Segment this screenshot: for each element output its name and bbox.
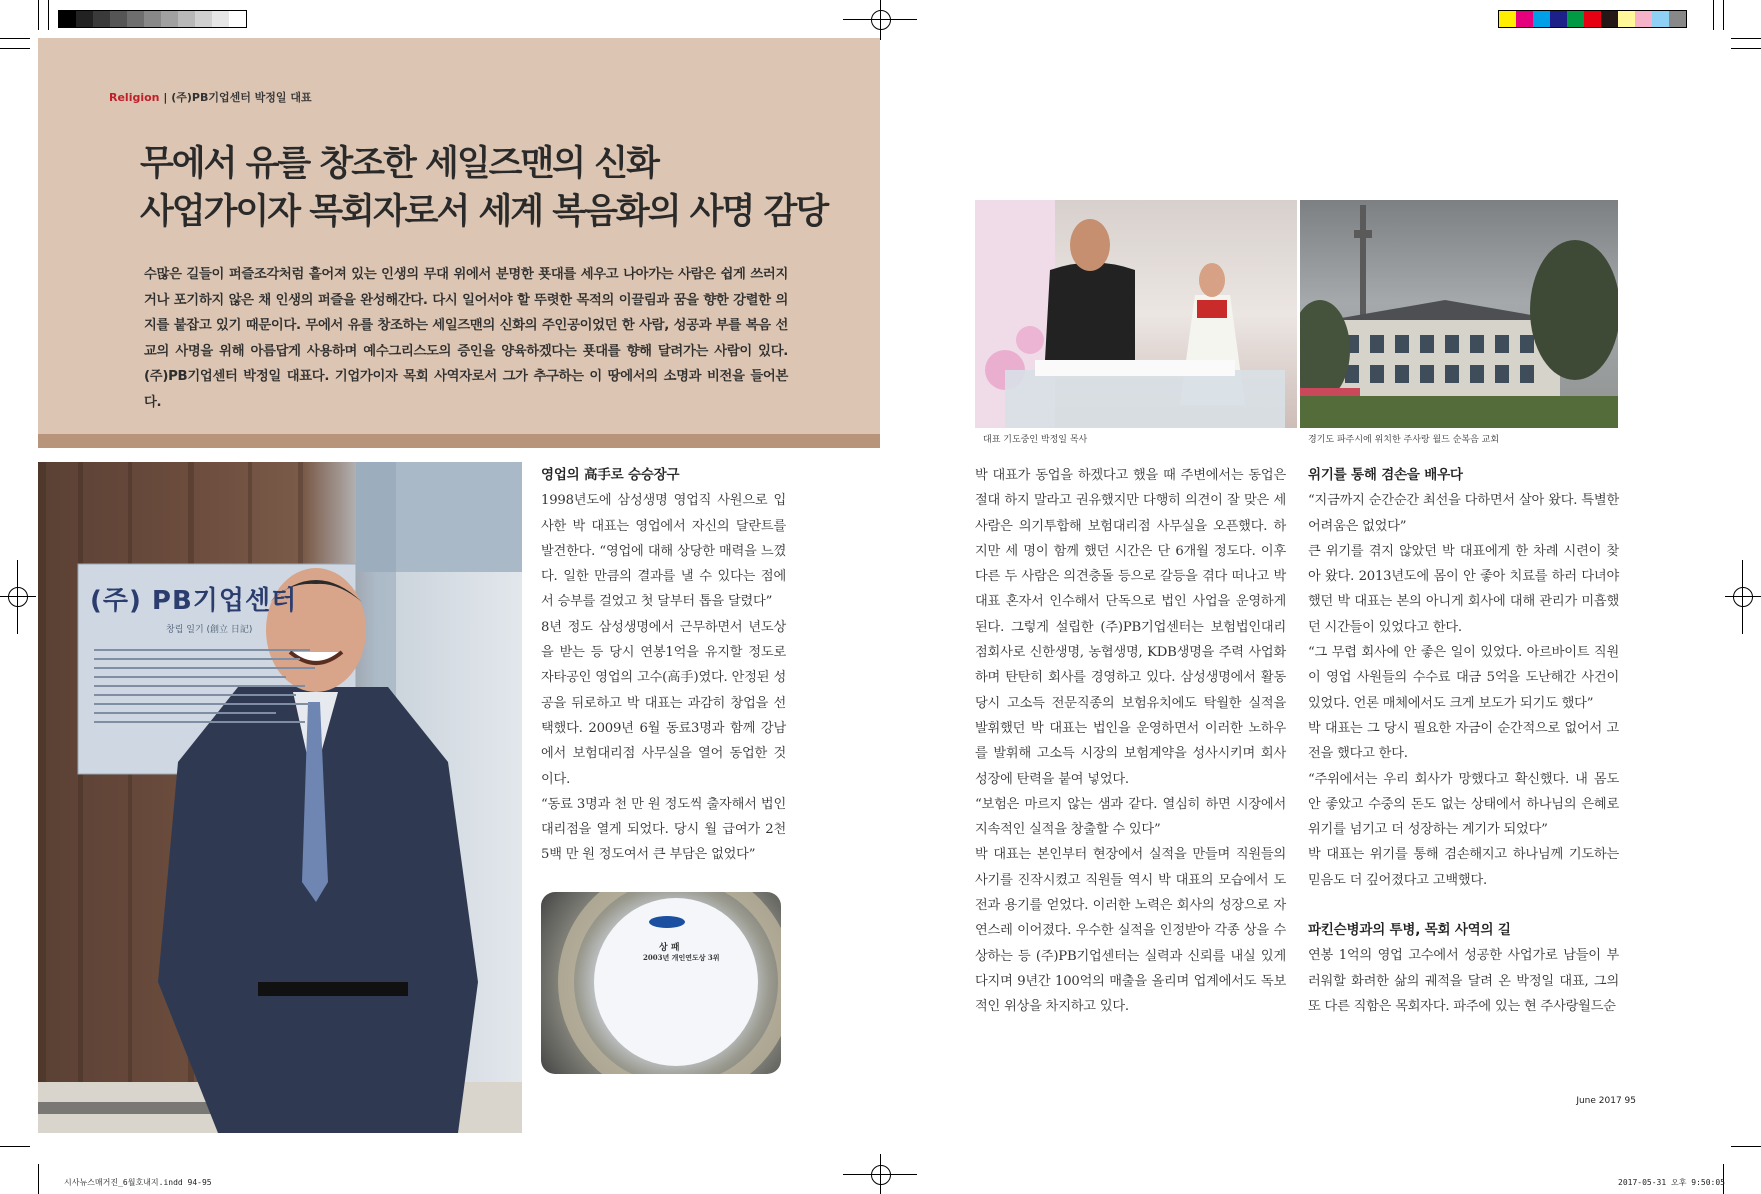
prayer-photo (975, 200, 1297, 428)
col3-paragraph: 박 대표는 위기를 통해 겸손해지고 하나님께 기도하는 믿음도 더 깊어졌다고 고백했다. (1308, 847, 1619, 888)
crop-mark-tl-h (0, 38, 30, 39)
crop-mark-bl-v (38, 1164, 39, 1194)
slug-left: 시사뉴스매거진_6월호내지.indd 94-95 (64, 1178, 212, 1187)
church-caption: 경기도 파주시에 위치한 주사랑 월드 순복음 교회 (1308, 435, 1500, 445)
grayscale-bar (58, 10, 247, 28)
title-line-1: 무에서 유를 창조한 세일즈맨의 신화 (140, 144, 658, 184)
plaque-subtitle: 2003년 개인연도상 3위 (643, 953, 720, 962)
section-subject: (주)PB기업센터 박정일 대표 (171, 91, 312, 104)
crop-mark-tl-v2 (48, 0, 49, 30)
col3-heading-2: 파킨슨병과의 투병, 목회 사역의 길 (1308, 922, 1511, 939)
col3-paragraph: 연봉 1억의 영업 고수에서 성공한 사업가로 남들이 부러워할 화려한 삶의 궤적을 달려 온 박정일 대표, 그의 또 다른 직함은 목회자다. 파주에 있는 현 주사랑월드순 (1308, 948, 1619, 1014)
crop-mark-tr-v2 (1723, 0, 1724, 30)
col2-paragraph: 박 대표는 본인부터 현장에서 실적을 만들며 직원들의 사기를 진작시켰고 직원들 역시 박 대표의 모습에서 도전과 용기를 얻었다. 이러한 노력은 회사의 성장으로 자연스레 이어졌다. 우수한 실적을 인정받아 각종 상을 수상하는 등 (주)PB기업센터는 실력과 신뢰를 내실 있게 다지며 9년간 100억의 매출을 올리며 업계에서도 독보적인 위상을 차지하고 있다. (975, 847, 1286, 1015)
slug-right: 2017-05-31 오후 9:50:05 (1618, 1178, 1725, 1187)
col2-paragraph: “보험은 마르지 않는 샘과 같다. 열심히 하면 시장에서 지속적인 실적을 창출할 수 있다” (975, 796, 1286, 838)
plaque-photo (541, 892, 781, 1074)
sign-subtitle: 창립 일기 (創立 日記) (166, 625, 253, 635)
col1-paragraph: 1998년도에 삼성생명 영업직 사원으로 입사한 박 대표는 영업에서 자신의 달란트를 발견한다. “영업에 대해 상당한 매력을 느꼈다. 일한 만큼의 결과를 낼 수 있다는 점에서 승부를 걸었고 첫 달부터 톱을 달렸다” (541, 493, 786, 610)
column-1 (541, 463, 786, 868)
church-illustration (1300, 200, 1618, 428)
col3-heading-1: 위기를 통해 겸손을 배우다 (1308, 467, 1463, 483)
title-line-2: 사업가이자 목회자로서 세계 복음화의 사명 감당 (140, 192, 828, 232)
church-photo (1300, 200, 1618, 428)
registration-target-right (1733, 587, 1753, 607)
registration-line-left (0, 596, 36, 597)
col3-paragraph: “지금까지 순간순간 최선을 다하면서 살아 왔다. 특별한 어려움은 없었다” (1308, 493, 1619, 534)
registration-target-top (871, 10, 891, 30)
col3-paragraph: 큰 위기를 겪지 않았던 박 대표에게 한 차례 시련이 찾아 왔다. 2013년도에 몸이 안 좋아 치료를 하러 다녀야 했던 박 대표는 본의 아니게 회사에 대해 관리가 미흡했던 시간들이 있었다고 한다. (1308, 543, 1619, 635)
crop-mark-br-h (1731, 1146, 1761, 1147)
page-folio: June 2017 95 (1576, 1096, 1636, 1106)
col3-paragraph: 박 대표는 그 당시 필요한 자금이 순간적으로 없어서 고전을 했다고 한다. (1308, 720, 1619, 762)
portrait-illustration (38, 462, 522, 1133)
crop-mark-tr-v (1713, 0, 1714, 30)
crop-mark-tr-h2 (1731, 48, 1761, 49)
lead-paragraph: 수많은 길들이 퍼즐조각처럼 흩어져 있는 인생의 무대 위에서 분명한 푯대를 세우고 나아가는 사람은 쉽게 쓰러지거나 포기하지 않은 채 인생의 퍼즐을 완성해간다. 다시 일어서야 할 뚜렷한 목적의 이끌림과 꿈을 향한 강렬한 의지를 붙잡고 있기 때문이다. 무에서 유를 창조하는 세일즈맨의 신화의 주인공이었던 한 사람, 성공과 부를 복음 선교의 사명을 위해 아름답게 사용하며 예수그리스도의 증인을 양육하겠다는 푯대를 향해 달려가는 사람이 있다. (주)PB기업센터 박정일 대표다. 기업가이자 목회 사역자로서 그가 추구하는 이 땅에서의 소명과 비전을 들어본다. (144, 267, 788, 410)
column-3 (1308, 463, 1619, 1019)
col1-paragraph: 8년 정도 삼성생명에서 근무하면서 년도상을 받는 등 당시 연봉1억을 유지할 정도로 자타공인 영업의 고수(高手)였다. 안정된 성공을 뒤로하고 박 대표는 과감히 창업을 선택했다. 2009년 6월 동료3명과 함께 강남에서 보험대리점 사무실을 열어 동업한 것이다. (541, 619, 786, 787)
column-2 (975, 463, 1286, 1020)
col3-paragraph: “그 무렵 회사에 안 좋은 일이 있었다. 아르바이트 직원이 영업 사원들의 수수료 대금 5억을 도난해간 사건이 있었다. 언론 매체에서도 크게 보도가 되기도 했다” (1308, 645, 1619, 711)
col3-paragraph: “주위에서는 우리 회사가 망했다고 확신했다. 내 몸도 안 좋았고 수중의 돈도 없는 상태에서 하나님의 은혜로 위기를 넘기고 더 성장하는 계기가 되었다” (1308, 771, 1619, 838)
crop-mark-bl-h (0, 1146, 30, 1147)
registration-line-top-v (880, 0, 881, 40)
section-label: Religion (109, 91, 160, 104)
section-kicker (109, 89, 312, 105)
registration-line-bottom-v (880, 1154, 881, 1194)
sign-title: (주) PB기업센터 (90, 586, 298, 616)
col2-paragraph: 박 대표가 동업을 하겠다고 했을 때 주변에서는 동업은 절대 하지 말라고 권유했지만 다행히 의견이 잘 맞은 세 사람은 의기투합해 보험대리점 사무실을 오픈했다. 하지만 세 명이 함께 했던 시간은 단 6개월 정도다. 이후 다른 두 사람은 의견충돌 등으로 갈등을 겪다 떠나고 박 대표 혼자서 인수해서 단독으로 법인 사업을 운영하게 된다. 그렇게 설립한 (주)PB기업센터는 보험법인대리점회사로 신한생명, 농협생명, KDB생명을 주력 사업화 하며 탄탄히 회사를 경영하고 있다. 삼성생명에서 활동당시 고소득 전문직종의 보험유치에도 탁월한 실적을 발휘했던 박 대표는 법인을 운영하면서 이러한 노하우를 발휘해 고소득 시장의 보험계약을 성사시키며 회사 성장에 탄력을 붙여 넣었다. (975, 468, 1286, 787)
header-bottom-strip (38, 434, 880, 448)
portrait-photo (38, 462, 522, 1133)
registration-line-right (1725, 596, 1761, 597)
crop-mark-tr-h (1731, 38, 1761, 39)
prayer-caption: 대표 기도중인 박정일 목사 (983, 435, 1088, 445)
kicker-divider: | (163, 91, 172, 104)
registration-line-left-v (17, 560, 18, 634)
prayer-illustration (975, 200, 1297, 428)
crop-mark-tl-h2 (0, 48, 30, 49)
col1-paragraph: “동료 3명과 천 만 원 정도씩 출자해서 법인대리점을 열게 되었다. 당시 월 급여가 2천 5백 만 원 정도여서 큰 부담은 없었다” (541, 796, 786, 863)
color-bar (1498, 10, 1687, 28)
registration-target-left (8, 587, 28, 607)
plaque-illustration (541, 892, 781, 1074)
crop-mark-tl-v (38, 0, 39, 30)
registration-target-bottom (871, 1165, 891, 1185)
sign-body-lines (94, 642, 334, 730)
col1-heading: 영업의 高手로 승승장구 (541, 467, 680, 483)
article-title (140, 140, 827, 236)
plaque-title: 상 패 (659, 943, 680, 953)
registration-line-right-v (1742, 560, 1743, 634)
